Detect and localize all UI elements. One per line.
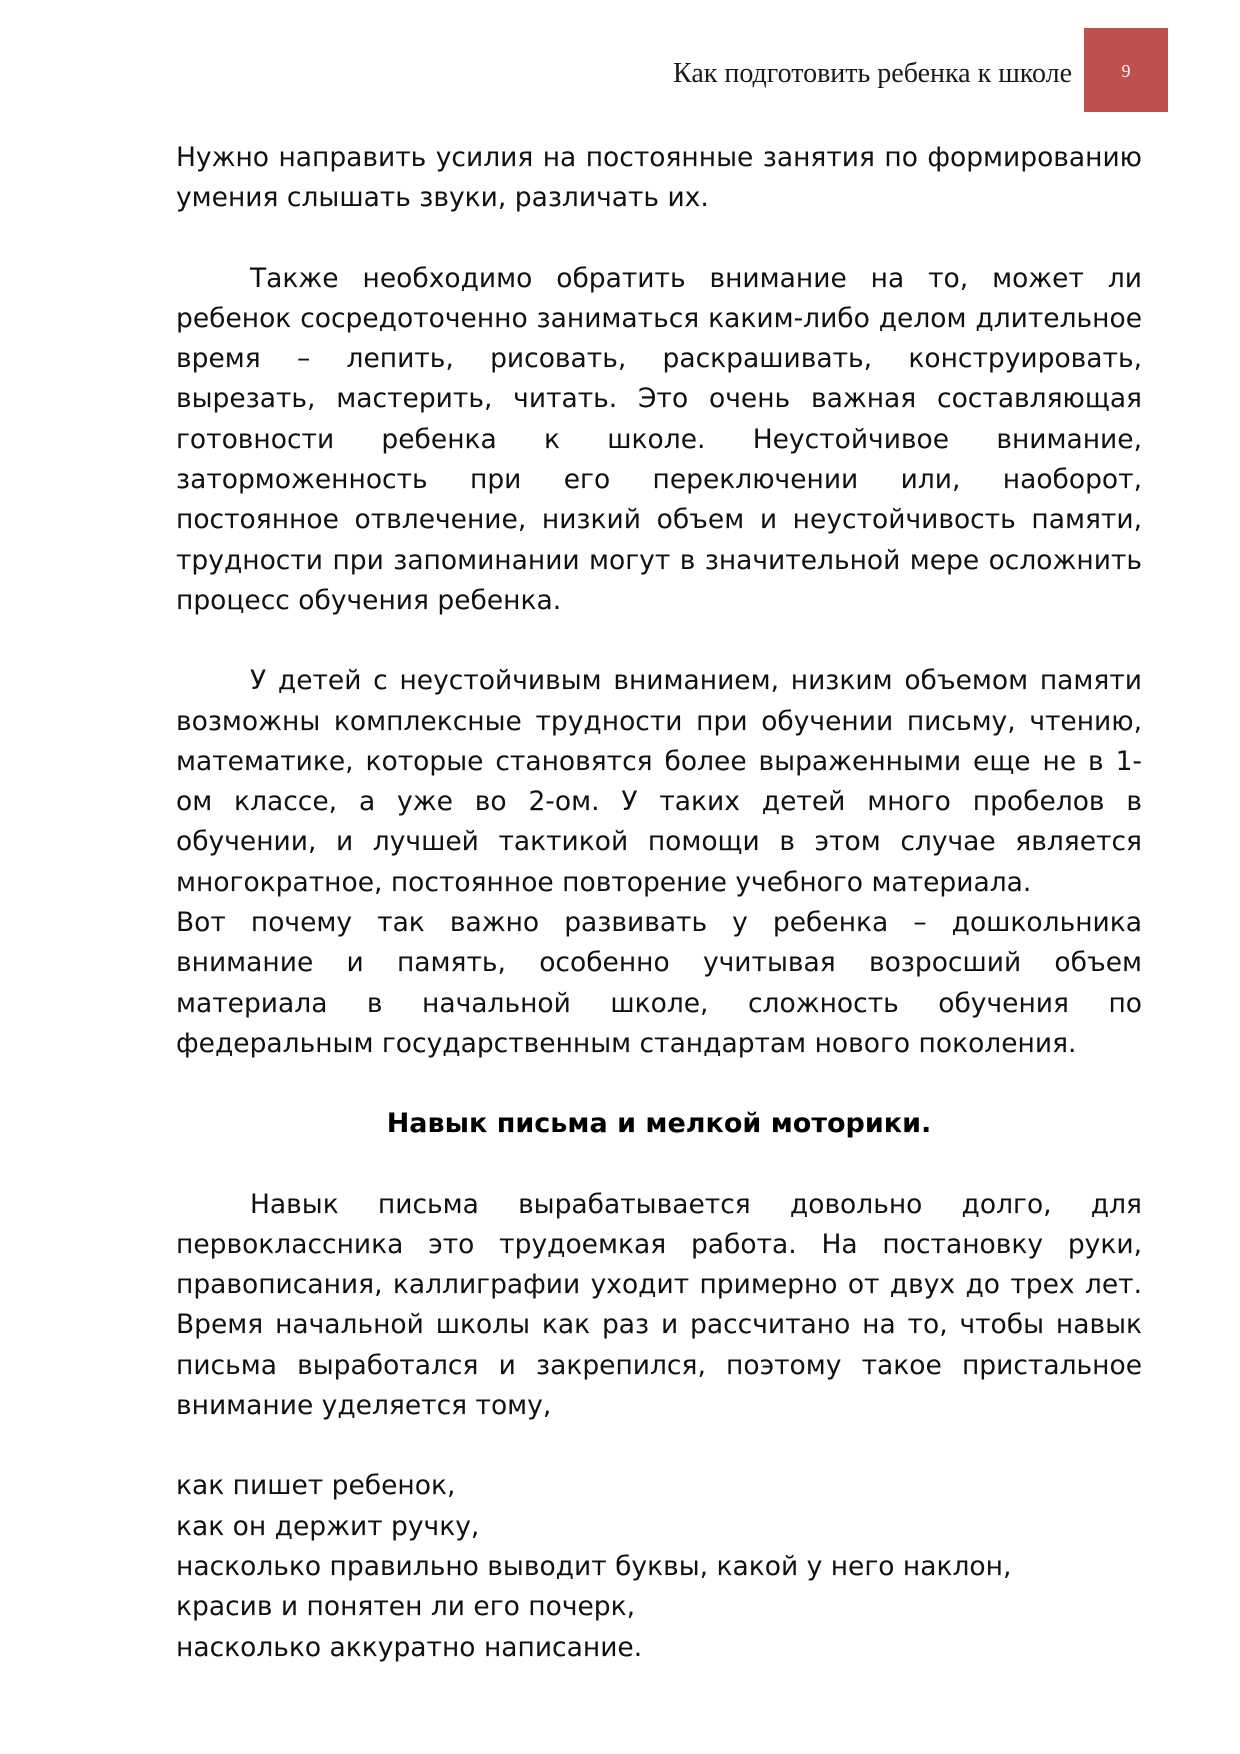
running-title: Как подготовить ребенка к школе <box>673 58 1072 89</box>
list-item: как он держит ручку, <box>176 1510 480 1542</box>
item-list <box>176 1466 1142 1667</box>
paragraph: Вот почему так важно развивать у ребенка – дошкольника внимание и память, особенно учитывая возросший объем материала в начальной школе, сложность обучения по федеральным государственным стандартам нового поколения. <box>176 907 1142 1059</box>
list-item: как пишет ребенок, <box>176 1470 456 1502</box>
list-item: насколько аккуратно написание. <box>176 1631 643 1663</box>
paragraph-gap <box>176 621 1142 661</box>
section-heading: Навык письма и мелкой моторики. <box>386 1108 932 1140</box>
paragraph-gap <box>176 1145 1142 1185</box>
document-body <box>176 138 1142 1668</box>
paragraph-gap <box>176 1426 1142 1466</box>
paragraph: Также необходимо обратить внимание на то, может ли ребенок сосредоточенно заниматься каким-либо делом длительное время – лепить, рисовать, раскрашивать, конструировать, вырезать, мастерить, читать. Это очень важная составляющая готовности ребенка к школе. Неустойчивое внимание, заторможенность при его переключении или, наоборот, постоянное отвлечение, низкий объем и неустойчивость памяти, трудности при запоминании могут в значительной мере осложнить процесс обучения ребенка. <box>176 262 1142 616</box>
paragraph-gap <box>176 1064 1142 1104</box>
list-item: насколько правильно выводит буквы, какой у него наклон, <box>176 1550 1012 1582</box>
paragraph: Навык письма вырабатывается довольно долго, для первоклассника это трудоемкая работа. На постановку руки, правописания, каллиграфии уходит примерно от двух до трех лет. Время начальной школы как раз и рассчитано на то, чтобы навык письма выработался и закрепился, поэтому такое пристальное внимание уделяется тому, <box>176 1188 1142 1422</box>
paragraph-gap <box>176 219 1142 259</box>
page-header <box>673 28 1168 112</box>
page-number: 9 <box>1084 28 1168 112</box>
paragraph: У детей с неустойчивым вниманием, низким объемом памяти возможны комплексные трудности при обучении письму, чтению, математике, которые становятся более выраженными еще не в 1-ом классе, а уже во 2-ом. У таких детей много пробелов в обучении, и лучшей тактикой помощи в этом случае является многократное, постоянное повторение учебного материала. <box>176 665 1142 898</box>
paragraph: Нужно направить усилия на постоянные занятия по формированию умения слышать звуки, различать их. <box>176 142 1142 214</box>
list-item: красив и понятен ли его почерк, <box>176 1591 636 1623</box>
